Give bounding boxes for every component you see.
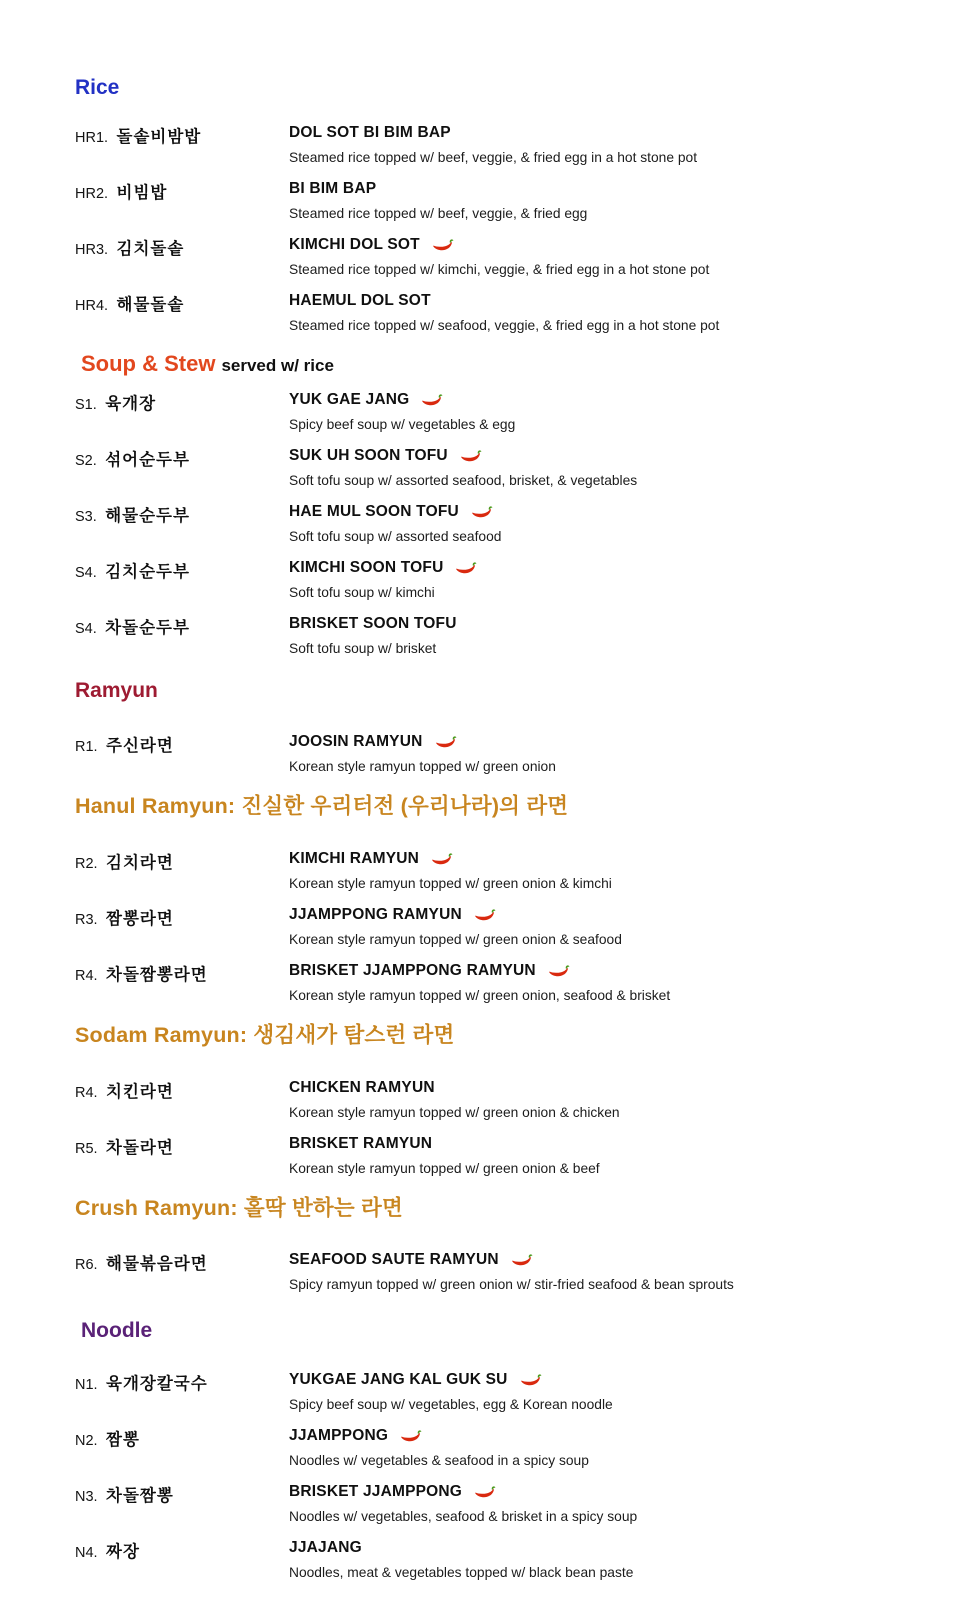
section-title-suffix: served w/ rice bbox=[221, 356, 334, 376]
menu-item bbox=[75, 1480, 944, 1527]
section-title-rice: Rice bbox=[75, 76, 120, 99]
item-english-name: JOOSIN RAMYUN bbox=[289, 733, 423, 751]
item-description: Spicy beef soup w/ vegetables, egg & Korean noodle bbox=[289, 1397, 613, 1413]
item-description: Korean style ramyun topped w/ green onion bbox=[289, 759, 556, 775]
item-code: R5. bbox=[75, 1140, 98, 1157]
item-left bbox=[75, 556, 289, 582]
section-rice bbox=[75, 76, 944, 336]
item-description: Noodles, meat & vegetables topped w/ black bean paste bbox=[289, 1565, 634, 1581]
item-korean-name: 돌솥비밤밥 bbox=[116, 128, 202, 147]
item-right bbox=[289, 289, 944, 336]
item-code: S3. bbox=[75, 509, 97, 526]
item-right bbox=[289, 959, 944, 1006]
item-description: Steamed rice topped w/ beef, veggie, & fried egg in a hot stone pot bbox=[289, 150, 698, 166]
item-korean-name: 짬뽕 bbox=[106, 1431, 140, 1450]
menu-item bbox=[75, 444, 944, 491]
item-english-name: HAEMUL DOL SOT bbox=[289, 292, 431, 310]
item-korean-name: 짜장 bbox=[106, 1543, 140, 1562]
item-right bbox=[289, 121, 944, 168]
item-left bbox=[75, 730, 289, 756]
item-english-name: SUK UH SOON TOFU bbox=[289, 447, 448, 465]
item-code: R1. bbox=[75, 739, 98, 756]
chili-pepper-icon bbox=[471, 505, 493, 520]
item-left bbox=[75, 612, 289, 638]
item-left bbox=[75, 1536, 289, 1562]
item-description: Steamed rice topped w/ kimchi, veggie, & fried egg in a hot stone pot bbox=[289, 262, 710, 278]
item-description: Steamed rice topped w/ seafood, veggie, & fried egg in a hot stone pot bbox=[289, 318, 720, 334]
item-left bbox=[75, 500, 289, 526]
menu-item bbox=[75, 959, 944, 1006]
chili-pepper-icon bbox=[400, 1429, 422, 1444]
item-korean-name: 비빔밥 bbox=[116, 184, 168, 203]
item-code: HR2. bbox=[75, 186, 109, 203]
menu-item bbox=[75, 730, 944, 777]
item-code: R4. bbox=[75, 1084, 98, 1101]
item-english-name: JJAMPPONG RAMYUN bbox=[289, 906, 462, 924]
chili-pepper-icon bbox=[421, 393, 443, 408]
menu-item bbox=[75, 289, 944, 336]
menu-item bbox=[75, 500, 944, 547]
item-code: N3. bbox=[75, 1489, 98, 1506]
menu-item bbox=[75, 1424, 944, 1471]
item-left bbox=[75, 444, 289, 470]
chili-pepper-icon bbox=[460, 449, 482, 464]
chili-pepper-icon bbox=[548, 964, 570, 979]
item-right bbox=[289, 1536, 944, 1583]
item-right bbox=[289, 1132, 944, 1179]
item-korean-name: 해물돌솥 bbox=[116, 296, 185, 315]
section-crush-ramyun bbox=[75, 1197, 944, 1296]
item-english-name: JJAJANG bbox=[289, 1539, 362, 1557]
item-english-name: JJAMPPONG bbox=[289, 1427, 389, 1445]
item-right bbox=[289, 1076, 944, 1123]
item-english-name: KIMCHI SOON TOFU bbox=[289, 559, 444, 577]
menu-item bbox=[75, 556, 944, 603]
item-korean-name: 육개장칼국수 bbox=[106, 1375, 208, 1394]
item-korean-name: 육개장 bbox=[105, 395, 157, 414]
item-left bbox=[75, 1248, 289, 1274]
menu-item bbox=[75, 177, 944, 224]
item-left bbox=[75, 233, 289, 259]
item-left bbox=[75, 903, 289, 929]
item-korean-name: 해물순두부 bbox=[105, 507, 190, 526]
item-english-name: CHICKEN RAMYUN bbox=[289, 1078, 435, 1096]
menu-item bbox=[75, 121, 944, 168]
section-title-hanul-ramyun: Hanul Ramyun: 진실한 우리터전 (우리나라)의 라면 bbox=[75, 794, 569, 819]
item-korean-name: 섞어순두부 bbox=[105, 451, 190, 470]
item-code: S1. bbox=[75, 397, 97, 414]
item-left bbox=[75, 959, 289, 985]
section-hanul-ramyun bbox=[75, 795, 944, 1006]
item-english-name: KIMCHI DOL SOT bbox=[289, 236, 420, 254]
section-ramyun bbox=[75, 679, 944, 777]
menu-item bbox=[75, 1536, 944, 1583]
section-noodle bbox=[75, 1319, 944, 1583]
section-title-noodle: Noodle bbox=[81, 1319, 153, 1343]
item-description: Noodles w/ vegetables & seafood in a spicy soup bbox=[289, 1453, 589, 1469]
item-korean-name: 김치돌솥 bbox=[116, 240, 185, 259]
item-code: N1. bbox=[75, 1377, 98, 1394]
menu-item bbox=[75, 847, 944, 894]
chili-pepper-icon bbox=[435, 735, 457, 750]
item-description: Steamed rice topped w/ beef, veggie, & fried egg bbox=[289, 206, 588, 222]
menu-item bbox=[75, 1076, 944, 1123]
item-right bbox=[289, 903, 944, 950]
item-right bbox=[289, 556, 944, 603]
section-title-ramyun: Ramyun bbox=[75, 679, 158, 703]
menu-item bbox=[75, 233, 944, 280]
menu-item bbox=[75, 612, 944, 659]
item-right bbox=[289, 1480, 944, 1527]
item-right bbox=[289, 730, 944, 777]
chili-pepper-icon bbox=[520, 1373, 542, 1388]
item-right bbox=[289, 177, 944, 224]
item-description: Spicy ramyun topped w/ green onion w/ stir-fried seafood & bean sprouts bbox=[289, 1277, 734, 1293]
chili-pepper-icon bbox=[511, 1253, 533, 1268]
item-english-name: SEAFOOD SAUTE RAMYUN bbox=[289, 1251, 499, 1269]
item-description: Soft tofu soup w/ assorted seafood bbox=[289, 529, 502, 545]
item-english-name: YUKGAE JANG KAL GUK SU bbox=[289, 1371, 508, 1389]
item-left bbox=[75, 1076, 289, 1102]
item-english-name: BRISKET SOON TOFU bbox=[289, 615, 457, 633]
item-korean-name: 치킨라면 bbox=[106, 1082, 174, 1101]
item-code: S4. bbox=[75, 621, 97, 638]
item-english-name: BRISKET RAMYUN bbox=[289, 1134, 433, 1152]
chili-pepper-icon bbox=[474, 1485, 496, 1500]
item-code: N2. bbox=[75, 1433, 98, 1450]
item-description: Korean style ramyun topped w/ green onion & kimchi bbox=[289, 876, 612, 892]
item-korean-name: 김치라면 bbox=[106, 854, 174, 873]
menu-item bbox=[75, 903, 944, 950]
item-english-name: HAE MUL SOON TOFU bbox=[289, 503, 459, 521]
item-english-name: BRISKET JJAMPPONG RAMYUN bbox=[289, 962, 536, 980]
item-left bbox=[75, 388, 289, 414]
item-left bbox=[75, 1132, 289, 1158]
item-korean-name: 해물볶음라면 bbox=[106, 1255, 208, 1274]
item-english-name: DOL SOT BI BIM BAP bbox=[289, 124, 451, 142]
item-left bbox=[75, 177, 289, 203]
item-english-name: YUK GAE JANG bbox=[289, 391, 410, 409]
item-description: Soft tofu soup w/ brisket bbox=[289, 641, 437, 657]
menu-item bbox=[75, 1368, 944, 1415]
item-left bbox=[75, 1368, 289, 1394]
item-korean-name: 주신라면 bbox=[106, 737, 174, 756]
item-english-name: BI BIM BAP bbox=[289, 180, 377, 198]
item-description: Korean style ramyun topped w/ green onion & chicken bbox=[289, 1104, 620, 1120]
item-right bbox=[289, 233, 944, 280]
item-left bbox=[75, 1480, 289, 1506]
item-code: S4. bbox=[75, 565, 97, 582]
item-english-name: BRISKET JJAMPPONG bbox=[289, 1483, 463, 1501]
section-title-soup-stew bbox=[81, 352, 944, 376]
section-title-crush-ramyun: Crush Ramyun: 홀딱 반하는 라면 bbox=[75, 1195, 403, 1220]
menu-item bbox=[75, 388, 944, 435]
item-code: HR1. bbox=[75, 130, 109, 147]
item-code: R4. bbox=[75, 968, 98, 985]
section-soup-stew bbox=[75, 352, 944, 659]
item-description: Korean style ramyun topped w/ green onion & beef bbox=[289, 1160, 600, 1176]
item-right bbox=[289, 1368, 944, 1415]
item-korean-name: 차돌짬뽕 bbox=[106, 1487, 174, 1506]
item-description: Noodles w/ vegetables, seafood & brisket in a spicy soup bbox=[289, 1509, 638, 1525]
item-right bbox=[289, 500, 944, 547]
item-description: Korean style ramyun topped w/ green onion, seafood & brisket bbox=[289, 988, 671, 1004]
item-left bbox=[75, 289, 289, 315]
item-right bbox=[289, 1424, 944, 1471]
item-right bbox=[289, 444, 944, 491]
item-korean-name: 차돌순두부 bbox=[105, 619, 190, 638]
item-left bbox=[75, 1424, 289, 1450]
item-code: R6. bbox=[75, 1257, 98, 1274]
item-korean-name: 차돌짬뽕라면 bbox=[106, 966, 208, 985]
section-title-sodam-ramyun: Sodam Ramyun: 생김새가 탐스런 라면 bbox=[75, 1023, 455, 1048]
item-description: Soft tofu soup w/ kimchi bbox=[289, 585, 435, 601]
item-code: HR4. bbox=[75, 298, 109, 315]
item-right bbox=[289, 388, 944, 435]
item-description: Soft tofu soup w/ assorted seafood, brisket, & vegetables bbox=[289, 473, 638, 489]
section-sodam-ramyun bbox=[75, 1024, 944, 1179]
menu-item bbox=[75, 1248, 944, 1295]
item-description: Spicy beef soup w/ vegetables & egg bbox=[289, 417, 516, 433]
chili-pepper-icon bbox=[431, 852, 453, 867]
menu-item bbox=[75, 1132, 944, 1179]
item-korean-name: 차돌라면 bbox=[106, 1138, 174, 1157]
item-right bbox=[289, 612, 944, 659]
item-description: Korean style ramyun topped w/ green onion & seafood bbox=[289, 932, 622, 948]
item-code: S2. bbox=[75, 453, 97, 470]
item-code: R3. bbox=[75, 912, 98, 929]
chili-pepper-icon bbox=[432, 238, 454, 253]
item-korean-name: 김치순두부 bbox=[105, 563, 190, 582]
item-left bbox=[75, 847, 289, 873]
section-title-main: Soup & Stew bbox=[81, 351, 216, 377]
item-korean-name: 짬뽕라면 bbox=[106, 910, 174, 929]
item-right bbox=[289, 847, 944, 894]
item-right bbox=[289, 1248, 944, 1295]
chili-pepper-icon bbox=[474, 908, 496, 923]
item-left bbox=[75, 121, 289, 147]
item-code: HR3. bbox=[75, 242, 109, 259]
chili-pepper-icon bbox=[455, 561, 477, 576]
item-code: N4. bbox=[75, 1545, 98, 1562]
item-english-name: KIMCHI RAMYUN bbox=[289, 850, 420, 868]
item-code: R2. bbox=[75, 856, 98, 873]
